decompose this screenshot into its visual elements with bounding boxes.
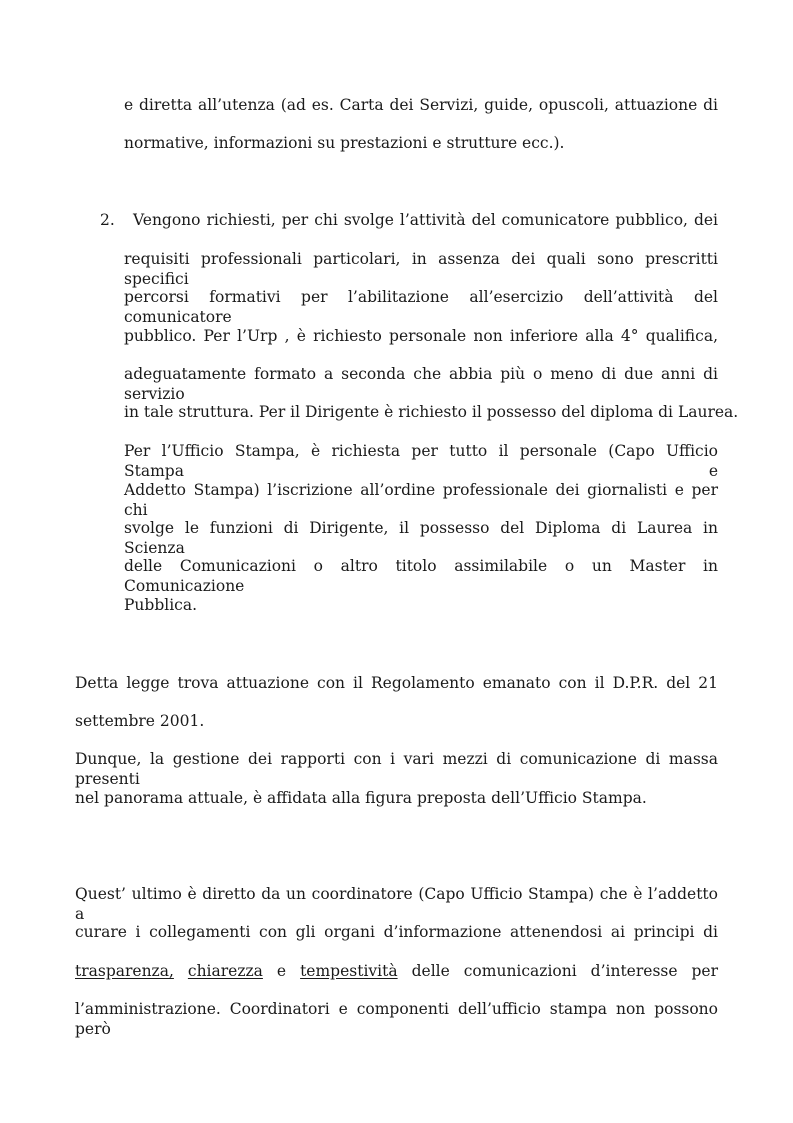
list-item-line: Per l’Ufficio Stampa, è richiesta per tutto il personale (Capo Ufficio Stampa e bbox=[124, 442, 718, 480]
list-item-line: adeguatamente formato a seconda che abbia più o meno di due anni di servizio bbox=[124, 365, 718, 403]
list-item-line: Addetto Stampa) l’iscrizione all’ordine professionale dei giornalisti e per chi bbox=[124, 481, 718, 519]
paragraph-line: settembre 2001. bbox=[75, 712, 205, 730]
list-item-line: Vengono richiesti, per chi svolge l’attività del comunicatore pubblico, dei bbox=[133, 211, 718, 229]
list-number: 2. bbox=[100, 211, 115, 229]
list-item-line: pubblico. Per l’Urp , è richiesto personale non inferiore alla 4° qualifica, bbox=[124, 327, 718, 345]
paragraph-line: curare i collegamenti con gli organi d’informazione attenendosi ai principi di bbox=[75, 923, 718, 941]
paragraph-line: Quest’ ultimo è diretto da un coordinatore (Capo Ufficio Stampa) che è l’addetto a bbox=[75, 885, 718, 923]
underlined-term: chiarezza bbox=[187, 962, 263, 980]
paragraph-line: Dunque, la gestione dei rapporti con i vari mezzi di comunicazione di massa presenti bbox=[75, 750, 718, 788]
list-item-line: requisiti professionali particolari, in assenza dei quali sono prescritti specifici bbox=[124, 250, 718, 288]
list-item-line: Pubblica. bbox=[124, 596, 198, 614]
paragraph-line: e diretta all’utenza (ad es. Carta dei Servizi, guide, opuscoli, attuazione di bbox=[124, 96, 718, 114]
conjunction: e bbox=[276, 962, 287, 980]
list-item-line: percorsi formativi per l’abilitazione all’esercizio dell’attività del comunicatore bbox=[124, 288, 718, 326]
paragraph-line: nel panorama attuale, è affidata alla figura preposta dell’Ufficio Stampa. bbox=[75, 789, 647, 807]
paragraph-line bbox=[75, 961, 718, 981]
paragraph-line: normative, informazioni su prestazioni e strutture ecc.). bbox=[124, 134, 565, 152]
paragraph-line: l’amministrazione. Coordinatori e componenti dell’ufficio stampa non possono però bbox=[75, 1000, 718, 1038]
list-item-line: in tale struttura. Per il Dirigente è richiesto il possesso del diploma di Laurea. bbox=[124, 403, 739, 421]
paragraph-line: Detta legge trova attuazione con il Regolamento emanato con il D.P.R. del 21 bbox=[75, 674, 718, 692]
underlined-term: trasparenza, bbox=[75, 962, 174, 980]
list-item-line: delle Comunicazioni o altro titolo assimilabile o un Master in Comunicazione bbox=[124, 557, 718, 595]
list-item-line: svolge le funzioni di Dirigente, il possesso del Diploma di Laurea in Scienza bbox=[124, 519, 718, 557]
underlined-term: tempestività bbox=[300, 962, 398, 980]
paragraph-text: delle comunicazioni d’interesse per bbox=[411, 962, 719, 980]
